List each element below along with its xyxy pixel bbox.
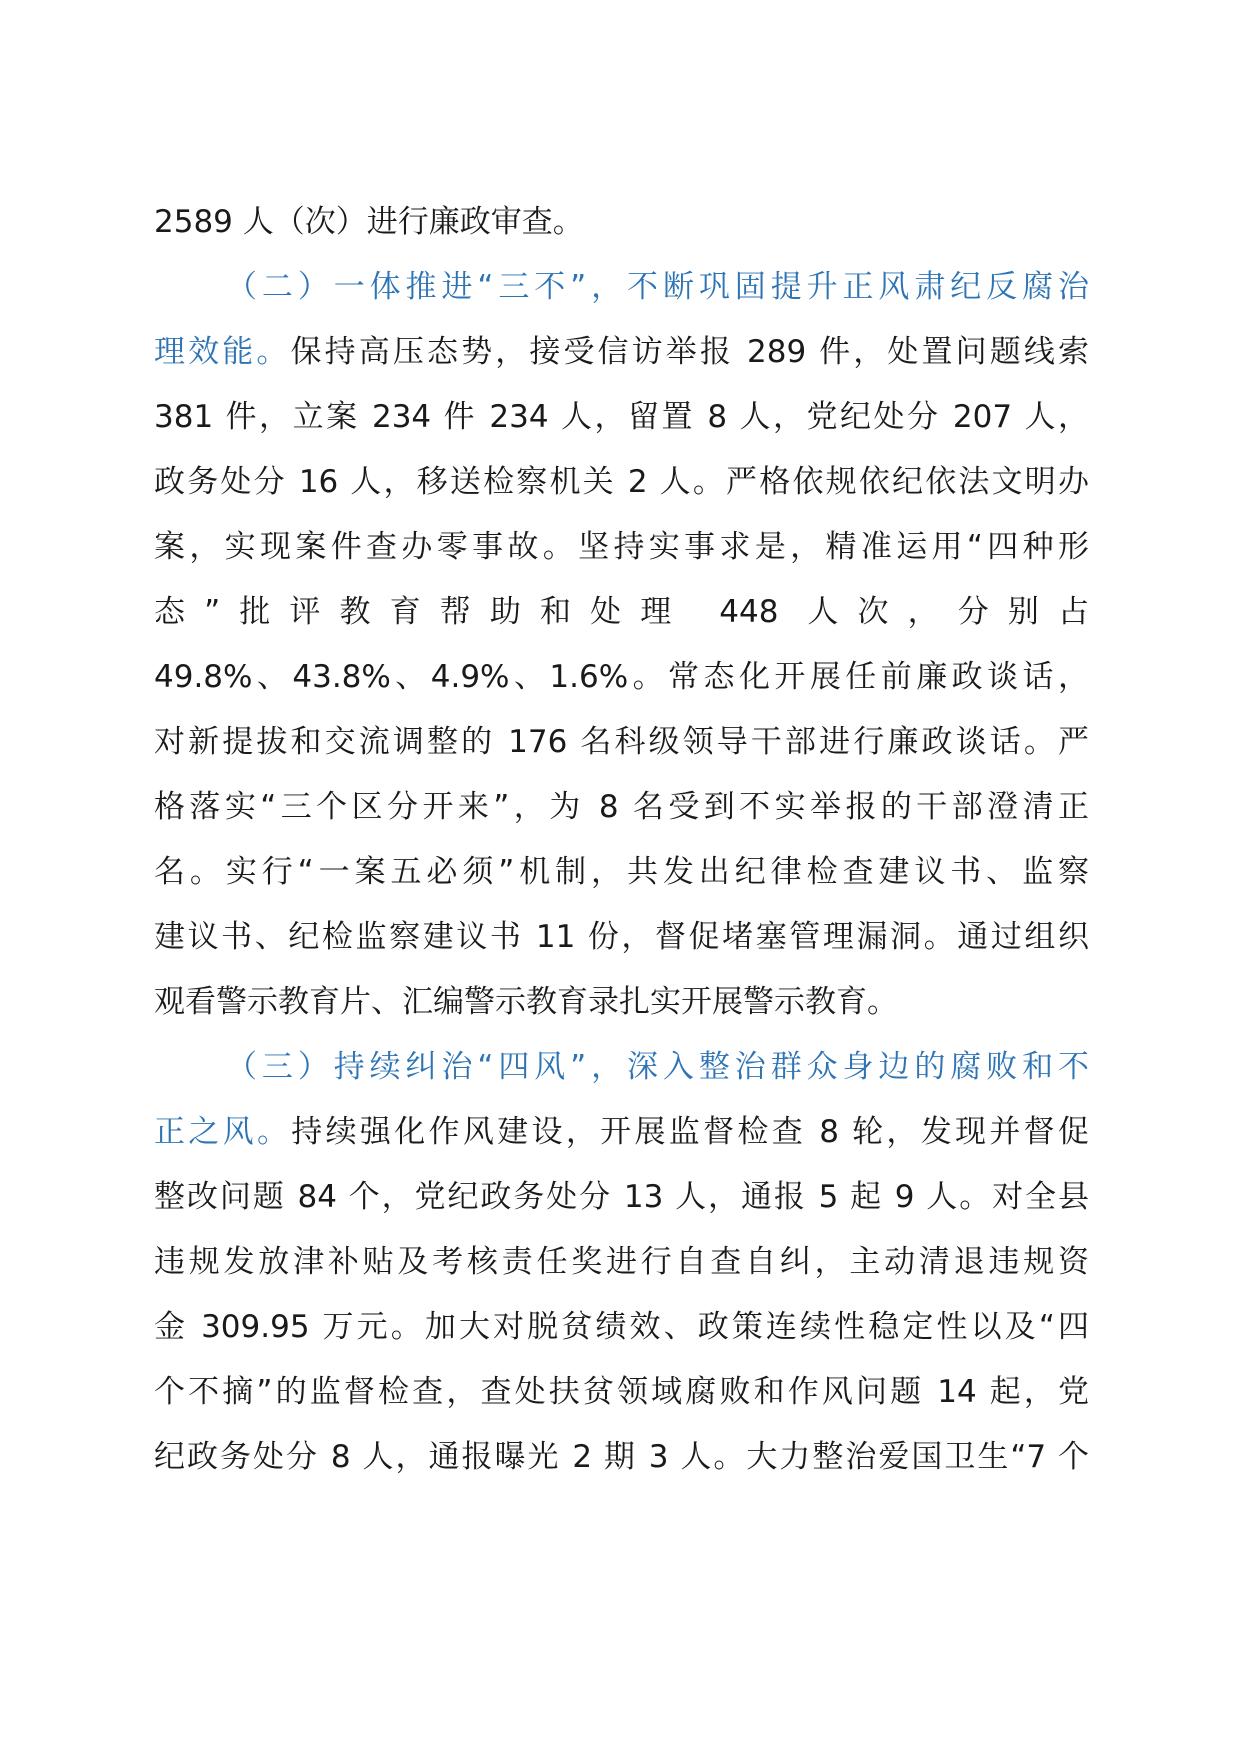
body-line: 案，实现案件查办零事故。坚持实事求是，精准运用“四种形 [154,529,1089,565]
body-line: 49.8%、43.8%、4.9%、1.6%。常态化开展任前廉政谈话， [154,659,1089,695]
body-line: 整改问题 84 个，党纪政务处分 13 人，通报 5 起 9 人。对全县 [154,1179,1089,1215]
section-3-line-2 [154,1100,1089,1165]
continuation-line: 2589 人（次）进行廉政审查。 [154,204,584,240]
document-page [154,190,1089,1490]
body-line: 381 件，立案 234 件 234 人，留置 8 人，党纪处分 207 人， [154,399,1089,435]
body-line: 对新提拔和交流调整的 176 名科级领导干部进行廉政谈话。严 [154,724,1089,760]
body-line: 态”批评教育帮助和处理 448 人次，分别占 [154,594,1089,630]
section-2-line-2 [154,320,1089,385]
body-line: 政务处分 16 人，移送检察机关 2 人。严格依规依纪依法文明办 [154,464,1089,500]
body-line: 金 309.95 万元。加大对脱贫绩效、政策连续性稳定性以及“四 [154,1309,1089,1345]
body-line-last: 观看警示教育片、汇编警示教育录扎实开展警示教育。 [154,984,898,1020]
section-3-body-start: 持续强化作风建设，开展监督检查 8 轮，发现并督促 [291,1114,1090,1150]
body-line: 格落实“三个区分开来”，为 8 名受到不实举报的干部澄清正 [154,789,1089,825]
section-2-heading-end: 理效能。 [154,334,291,370]
body-line: 名。实行“一案五必须”机制，共发出纪律检查建议书、监察 [154,854,1089,890]
body-line: 建议书、纪检监察建议书 11 份，督促堵塞管理漏洞。通过组织 [154,919,1089,955]
section-3-heading-end: 正之风。 [154,1114,292,1150]
body-line: 违规发放津补贴及考核责任奖进行自查自纠，主动清退违规资 [154,1244,1089,1280]
section-2-body-start: 保持高压态势，接受信访举报 289 件，处置问题线索 [290,334,1089,370]
body-line: 纪政务处分 8 人，通报曝光 2 期 3 人。大力整治爱国卫生“7 个 [154,1439,1089,1475]
section-3-heading: （三）持续纠治“四风”，深入整治群众身边的腐败和不 [226,1049,1089,1085]
section-2-heading: （二）一体推进“三不”，不断巩固提升正风肃纪反腐治 [226,269,1089,305]
body-line: 个不摘”的监督检查，查处扶贫领域腐败和作风问题 14 起，党 [154,1374,1089,1410]
